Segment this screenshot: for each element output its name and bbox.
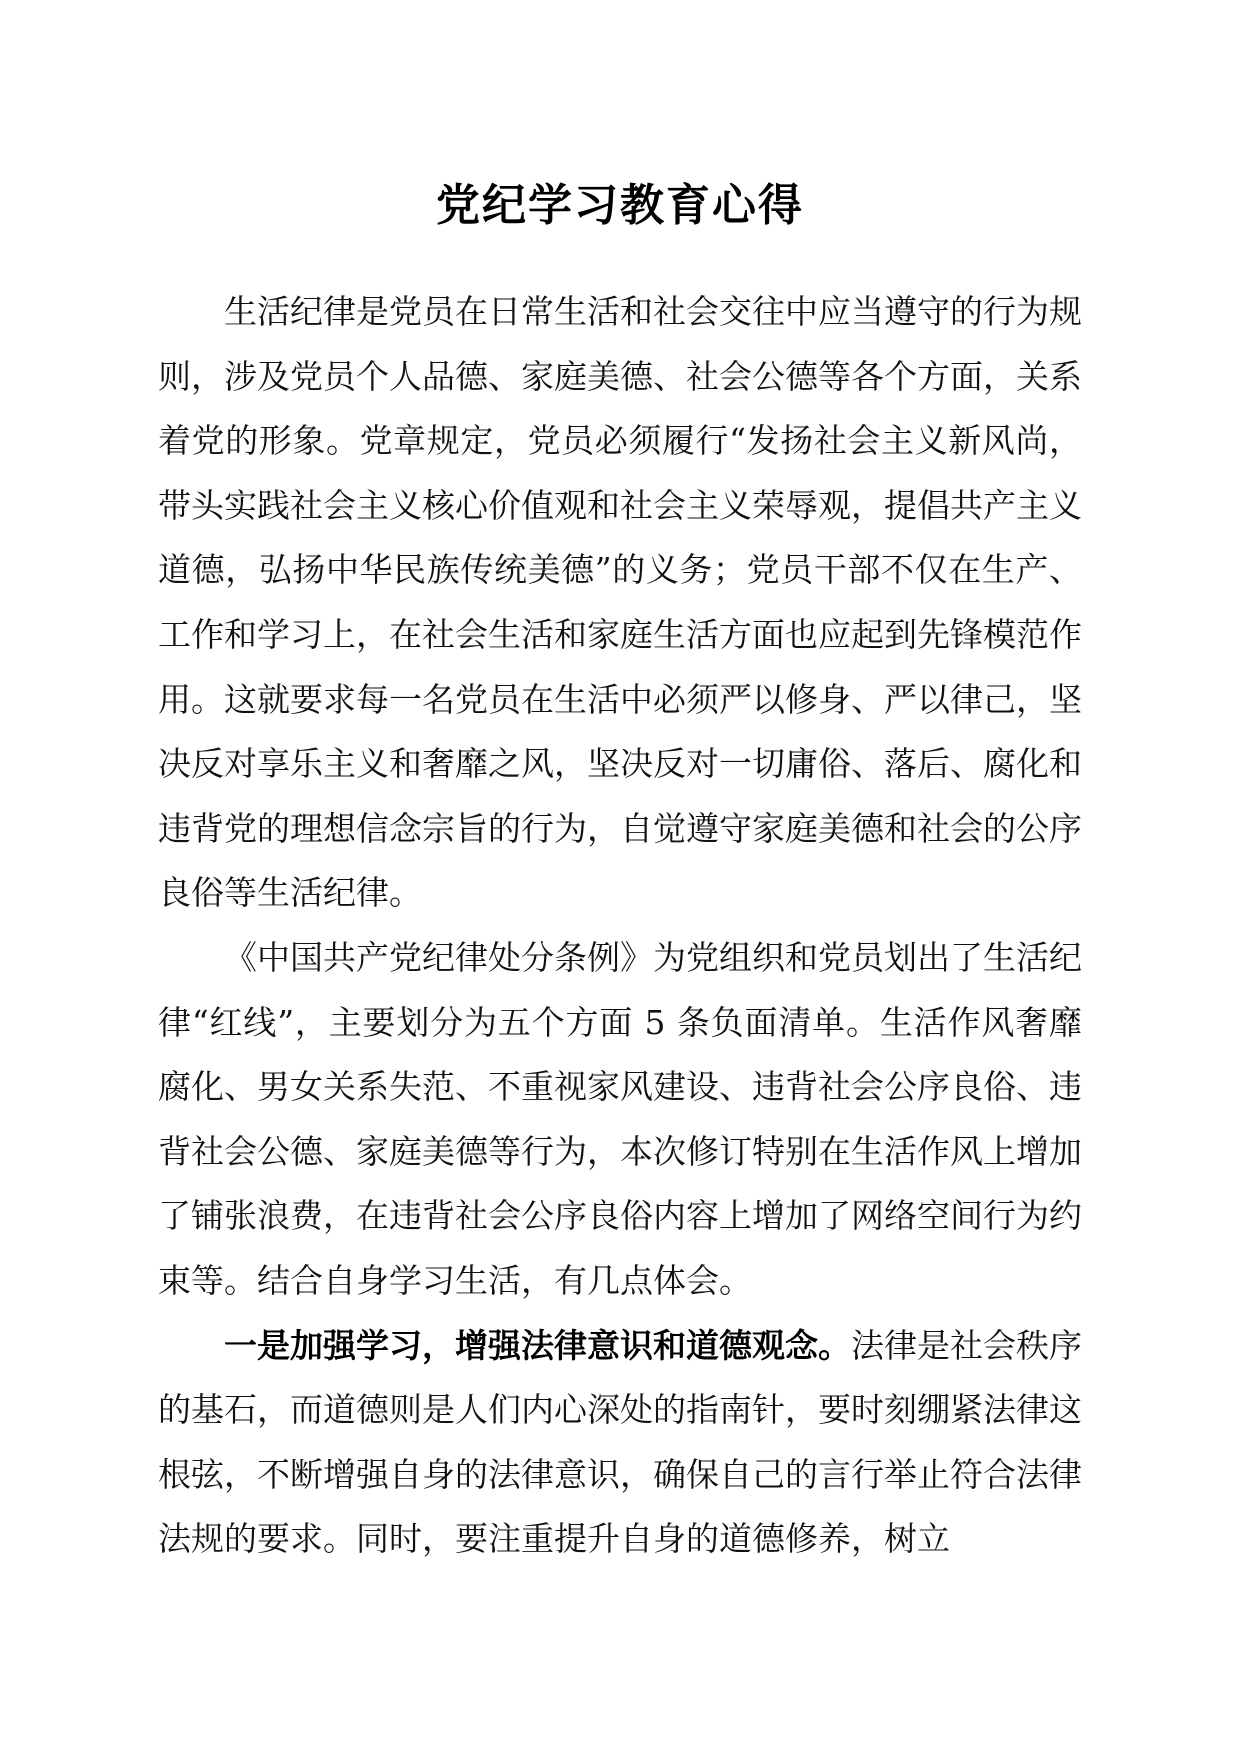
document-title: 党纪学习教育心得 [436, 180, 804, 231]
paragraph-3 [158, 1314, 1082, 1572]
document-body [158, 280, 1082, 1572]
paragraph-3-text: 法律是社会秩序的基石，而道德则是人们内心深处的指南针，要时刻绷紧法律这根弦，不断增强自身的法律意识，确保自己的言行举止符合法律法规的要求。同时，要注重提升自身的道德修养，树立 [158, 1325, 1082, 1559]
paragraph-3-lead: 一是加强学习，增强法律意识和道德观念。 [224, 1325, 851, 1365]
paragraph-2-text: 《中国共产党纪律处分条例》为党组织和党员划出了生活纪律“红线”，主要划分为五个方面 5 条负面清单。生活作风奢靡腐化、男女关系失范、不重视家风建设、违背社会公序良俗、违背社会公德、家庭美德等行为，本次修订特别在生活作风上增加了铺张浪费，在违背社会公序良俗内容上增加了网络空间行为约束等。结合自身学习生活，有几点体会。 [158, 937, 1082, 1300]
paragraph-1-text: 生活纪律是党员在日常生活和社会交往中应当遵守的行为规则，涉及党员个人品德、家庭美德、社会公德等各个方面，关系着党的形象。党章规定，党员必须履行“发扬社会主义新风尚，带头实践社会主义核心价值观和社会主义荣辱观，提倡共产主义道德，弘扬中华民族传统美德”的义务；党员干部不仅在生产、工作和学习上，在社会生活和家庭生活方面也应起到先锋模范作用。这就要求每一名党员在生活中必须严以修身、严以律己，坚决反对享乐主义和奢靡之风，坚决反对一切庸俗、落后、腐化和违背党的理想信念宗旨的行为，自觉遵守家庭美德和社会的公序良俗等生活纪律。 [158, 292, 1082, 913]
paragraph-1 [158, 280, 1082, 926]
paragraph-2 [158, 926, 1082, 1314]
